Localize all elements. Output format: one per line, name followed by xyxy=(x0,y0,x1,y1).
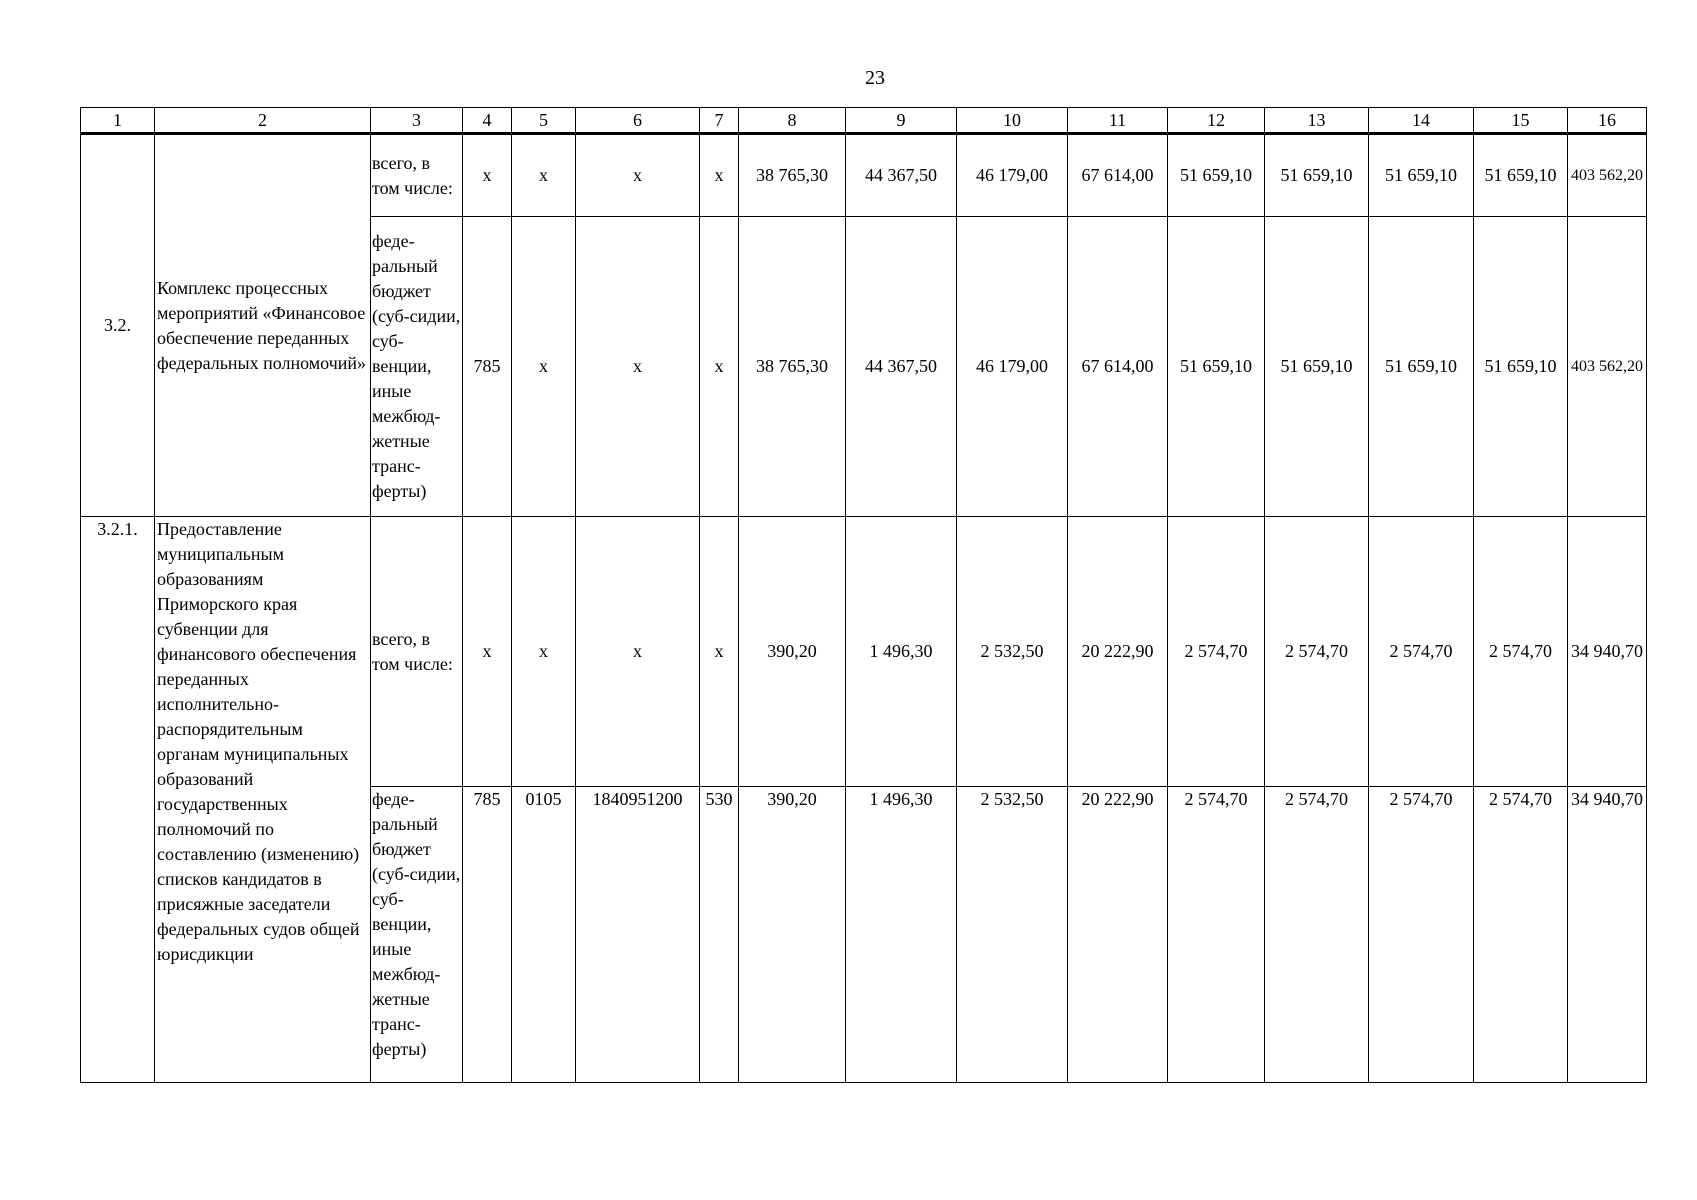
row-number: 3.2. xyxy=(81,134,155,517)
cell-value: 44 367,50 xyxy=(846,217,957,517)
cell-value: 2 532,50 xyxy=(957,517,1068,787)
column-number: 1 xyxy=(81,108,155,134)
row-number: 3.2.1. xyxy=(81,517,155,1083)
cell-value: 2 574,70 xyxy=(1474,787,1568,1083)
cell-col7: х xyxy=(700,217,739,517)
table-row xyxy=(81,134,1647,217)
cell-value: 51 659,10 xyxy=(1265,134,1369,217)
cell-col6: х xyxy=(576,517,700,787)
column-number: 7 xyxy=(700,108,739,134)
cell-col7: 530 xyxy=(700,787,739,1083)
cell-value: 2 574,70 xyxy=(1168,517,1265,787)
cell-value: 38 765,30 xyxy=(739,134,846,217)
cell-col4: 785 xyxy=(463,787,512,1083)
page-number: 23 xyxy=(865,67,885,89)
cell-col5: х xyxy=(512,217,576,517)
cell-value: 51 659,10 xyxy=(1369,134,1474,217)
cell-col5: 0105 xyxy=(512,787,576,1083)
column-number: 16 xyxy=(1568,108,1647,134)
cell-col7: х xyxy=(700,517,739,787)
funding-source: феде-ральный бюджет (суб-сидии, суб-венции, иные межбюд-жетные транс-ферты) xyxy=(371,217,463,517)
column-number: 13 xyxy=(1265,108,1369,134)
cell-value: 67 614,00 xyxy=(1068,217,1168,517)
cell-value: 51 659,10 xyxy=(1474,134,1568,217)
column-number: 9 xyxy=(846,108,957,134)
column-number: 5 xyxy=(512,108,576,134)
cell-value: 67 614,00 xyxy=(1068,134,1168,217)
cell-value: 2 532,50 xyxy=(957,787,1068,1083)
column-number: 11 xyxy=(1068,108,1168,134)
cell-value: 51 659,10 xyxy=(1168,134,1265,217)
cell-value: 1 496,30 xyxy=(846,517,957,787)
cell-total: 34 940,70 xyxy=(1568,787,1647,1083)
cell-value: 20 222,90 xyxy=(1068,787,1168,1083)
column-number: 2 xyxy=(155,108,371,134)
cell-value: 2 574,70 xyxy=(1265,787,1369,1083)
cell-value: 2 574,70 xyxy=(1474,517,1568,787)
cell-value: 390,20 xyxy=(739,787,846,1083)
cell-col4: х xyxy=(463,517,512,787)
column-number-row xyxy=(81,108,1647,134)
cell-total: 34 940,70 xyxy=(1568,517,1647,787)
cell-value: 2 574,70 xyxy=(1168,787,1265,1083)
cell-value: 44 367,50 xyxy=(846,134,957,217)
cell-value: 51 659,10 xyxy=(1265,217,1369,517)
cell-value: 2 574,70 xyxy=(1369,517,1474,787)
cell-value: 51 659,10 xyxy=(1168,217,1265,517)
cell-total: 403 562,20 xyxy=(1568,134,1647,217)
cell-total: 403 562,20 xyxy=(1568,217,1647,517)
cell-value: 51 659,10 xyxy=(1474,217,1568,517)
cell-value: 51 659,10 xyxy=(1369,217,1474,517)
cell-col6: х xyxy=(576,217,700,517)
cell-col5: х xyxy=(512,517,576,787)
cell-col7: х xyxy=(700,134,739,217)
cell-value: 390,20 xyxy=(739,517,846,787)
column-number: 4 xyxy=(463,108,512,134)
table-row xyxy=(81,517,1647,787)
row-name: Комплекс процессных мероприятий «Финансовое обеспечение переданных федеральных полномочий» xyxy=(155,134,371,517)
column-number: 14 xyxy=(1369,108,1474,134)
column-number: 6 xyxy=(576,108,700,134)
funding-source: всего, в том числе: xyxy=(371,517,463,787)
column-number: 12 xyxy=(1168,108,1265,134)
cell-col4: х xyxy=(463,134,512,217)
cell-col4: 785 xyxy=(463,217,512,517)
cell-col5: х xyxy=(512,134,576,217)
cell-col6: 1840951200 xyxy=(576,787,700,1083)
cell-value: 2 574,70 xyxy=(1369,787,1474,1083)
cell-value: 46 179,00 xyxy=(957,134,1068,217)
column-number: 3 xyxy=(371,108,463,134)
column-number: 8 xyxy=(739,108,846,134)
funding-source: всего, в том числе: xyxy=(371,134,463,217)
funding-source: феде-ральный бюджет (суб-сидии, суб-венции, иные межбюд-жетные транс-ферты) xyxy=(371,787,463,1083)
cell-value: 46 179,00 xyxy=(957,217,1068,517)
cell-col6: х xyxy=(576,134,700,217)
cell-value: 38 765,30 xyxy=(739,217,846,517)
cell-value: 20 222,90 xyxy=(1068,517,1168,787)
cell-value: 1 496,30 xyxy=(846,787,957,1083)
budget-table xyxy=(80,107,1647,1083)
row-name: Предоставление муниципальным образованиям Приморского края субвенции для финансового обеспечения переданных исполнительно-распорядительным органам муниципальных образований государственных полномочий по составлению (изменению) списков кандидатов в присяжные заседатели федеральных судов общей юрисдикции xyxy=(155,517,371,1083)
cell-value: 2 574,70 xyxy=(1265,517,1369,787)
column-number: 10 xyxy=(957,108,1068,134)
column-number: 15 xyxy=(1474,108,1568,134)
